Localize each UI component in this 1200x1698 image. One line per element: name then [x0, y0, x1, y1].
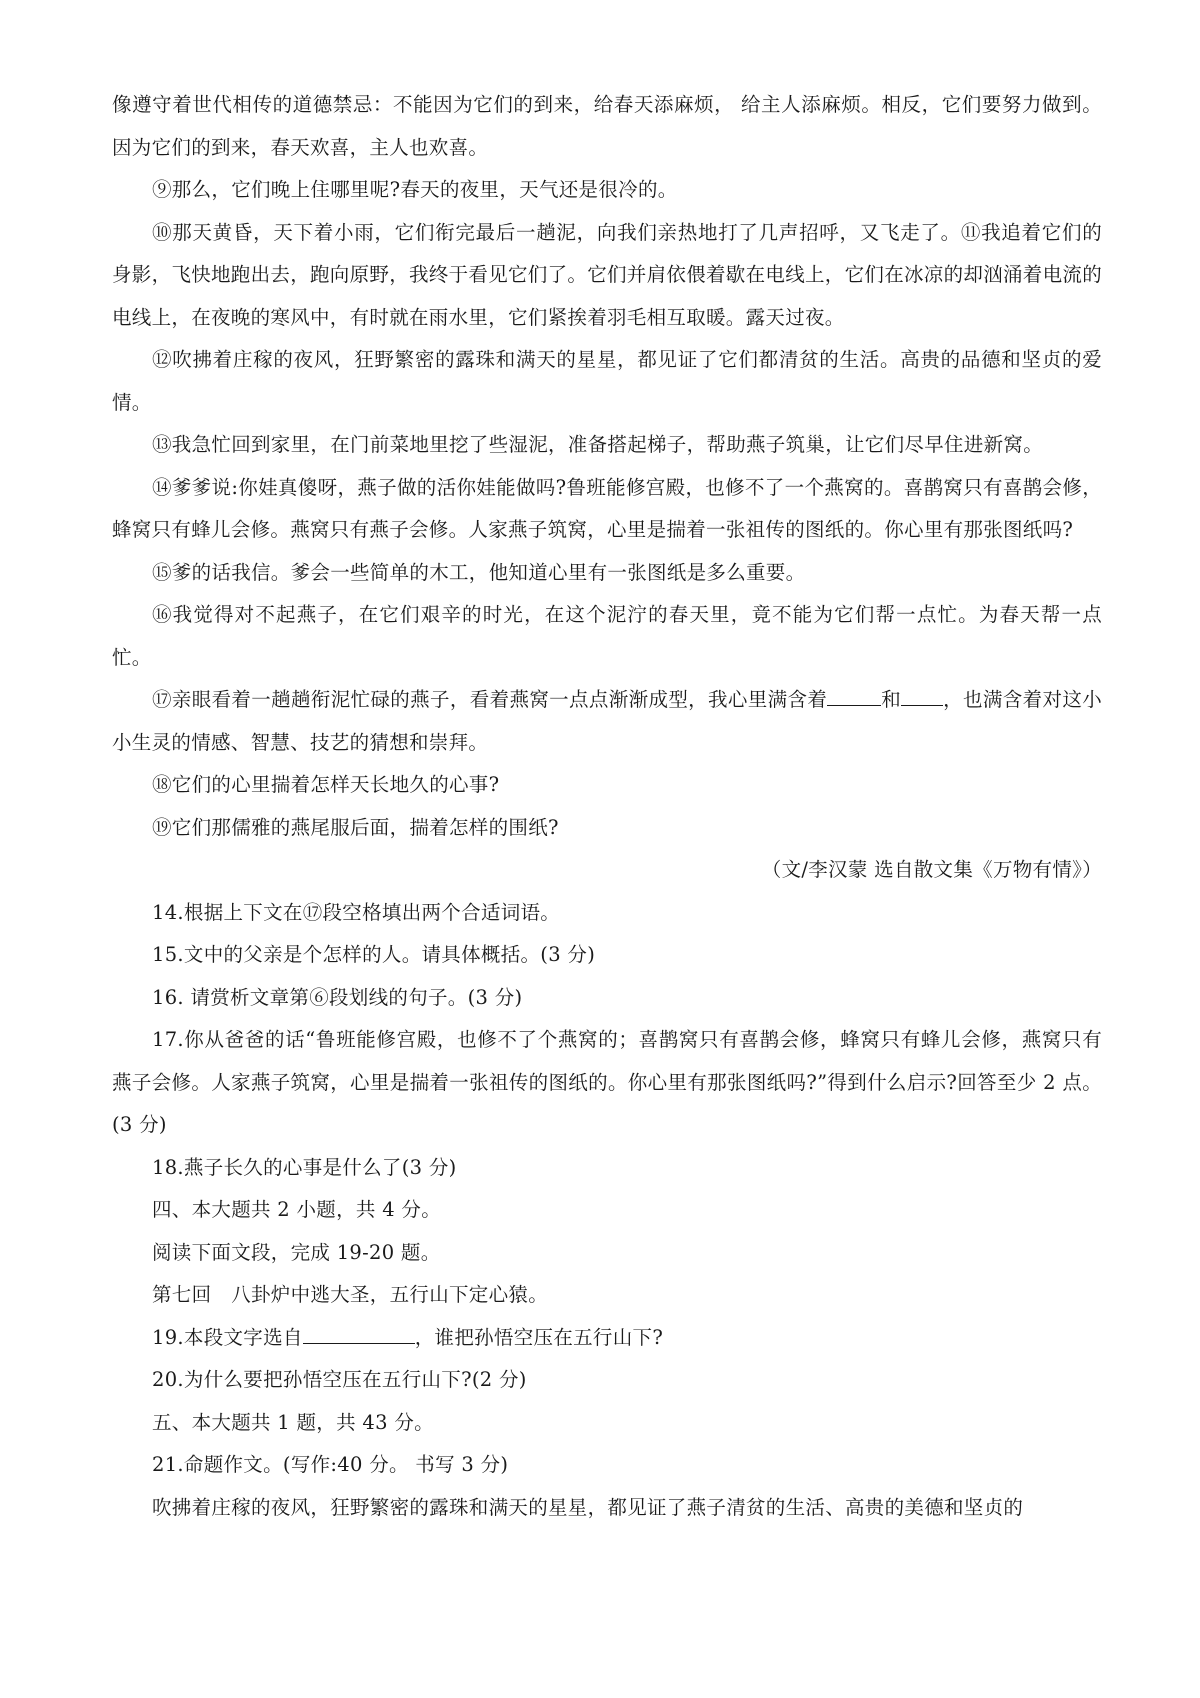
paragraph-17-text-c: ，也满含着对这小小生灵的情感、智慧、技艺的猜想和崇拜。 [112, 688, 1102, 754]
document-page [112, 84, 1102, 1529]
paragraph-9: ⑨那么，它们晚上住哪里呢?春天的夜里，天气还是很冷的。 [152, 178, 678, 201]
paragraph-18: ⑱它们的心里揣着怎样天长地久的心事? [152, 773, 500, 796]
answer-blank-1[interactable] [827, 683, 881, 706]
section-4-heading: 四、本大题共 2 小题，共 4 分。 [152, 1198, 442, 1221]
question-14: 14.根据上下文在⑰段空格填出两个合适词语。 [152, 900, 561, 924]
section-5-heading: 五、本大题共 1 题，共 43 分。 [152, 1410, 434, 1434]
paragraph-8-continued: 像遵守着世代相传的道德禁忌：不能因为它们的到来，给春天添麻烦， 给主人添麻烦。相反，它们要努力做到。因为它们的到来，春天欢喜，主人也欢喜。 [112, 93, 1102, 159]
question-16: 16. 请赏析文章第⑥段划线的句子。(3 分) [152, 985, 523, 1009]
question-18: 18.燕子长久的心事是什么了(3 分) [152, 1155, 457, 1179]
question-15: 15.文中的父亲是个怎样的人。请具体概括。(3 分) [152, 943, 596, 966]
paragraph-15: ⑮爹的话我信。爹会一些简单的木工，他知道心里有一张图纸是多么重要。 [152, 560, 806, 584]
paragraph-13: ⑬我急忙回到家里，在门前菜地里挖了些湿泥，准备搭起梯子，帮助燕子筑巢，让它们尽早住进新窝。 [152, 433, 1044, 456]
answer-blank-3[interactable] [303, 1321, 415, 1344]
question-20: 20.为什么要把孙悟空压在五行山下?(2 分) [152, 1368, 527, 1391]
paragraph-10: ⑩那天黄昏，天下着小雨，它们衔完最后一趟泥，向我们亲热地打了几声招呼，又飞走了。⑪我追着它们的身影，飞快地跑出去，跑向原野，我终于看见它们了。它们并肩依偎着歇在电线上，它们在冰凉的却汹涌着电流的电线上，在夜晚的寒风中，有时就在雨水里，它们紧挨着羽毛相互取暖。露天过夜。 [112, 220, 1103, 329]
source-attribution: （文/李汉蒙 选自散文集《万物有情》） [761, 858, 1102, 881]
paragraph-16: ⑯我觉得对不起燕子，在它们艰辛的时光，在这个泥泞的春天里，竟不能为它们帮一点忙。为春天帮一点忙。 [112, 603, 1102, 669]
question-21: 21.命题作文。(写作:40 分。 书写 3 分) [152, 1453, 509, 1476]
paragraph-19: ⑲它们那儒雅的燕尾服后面，揣着怎样的围纸? [152, 815, 559, 839]
question-19-text-b: ，谁把孙悟空压在五行山下? [414, 1325, 664, 1349]
section-4-instructions: 阅读下面文段，完成 19-20 题。 [152, 1240, 441, 1264]
paragraph-14: ⑭爹爹说:你娃真傻呀，燕子做的活你娃能做吗?鲁班能修宫殿，也修不了一个燕窝的。喜鹊窝只有喜鹊会修，蜂窝只有蜂儿会修。燕窝只有燕子会修。人家燕子筑窝，心里是揣着一张祖传的图纸的。你心里有那张图纸吗? [112, 475, 1102, 541]
question-19 [112, 1317, 1102, 1360]
paragraph-17-text-b: 和 [881, 688, 902, 711]
question-19-text-a: 19.本段文字选自 [152, 1325, 303, 1349]
paragraph-12: ⑫吹拂着庄稼的夜风，狂野繁密的露珠和满天的星星，都见证了它们都清贫的生活。高贵的品德和坚贞的爱情。 [112, 348, 1102, 414]
paragraph-17-text-a: ⑰亲眼看着一趟趟衔泥忙碌的燕子，看着燕窝一点点渐渐成型，我心里满含着 [152, 688, 828, 711]
paragraph-17 [112, 679, 1102, 764]
answer-blank-2[interactable] [901, 683, 943, 706]
chapter-title: 第七回 八卦炉中逃大圣，五行山下定心猿。 [152, 1283, 549, 1306]
question-17: 17.你从爸爸的话“鲁班能修宫殿，也修不了个燕窝的；喜鹊窝只有喜鹊会修，蜂窝只有蜂儿会修，燕窝只有燕子会修。人家燕子筑窝，心里是揣着一张祖传的图纸的。你心里有那张图纸吗?”得到什么启示?回答至少 2 点。(3 分) [112, 1028, 1102, 1136]
question-21-prompt: 吹拂着庄稼的夜风，狂野繁密的露珠和满天的星星，都见证了燕子清贫的生活、高贵的美德和坚贞的 [152, 1495, 1024, 1519]
